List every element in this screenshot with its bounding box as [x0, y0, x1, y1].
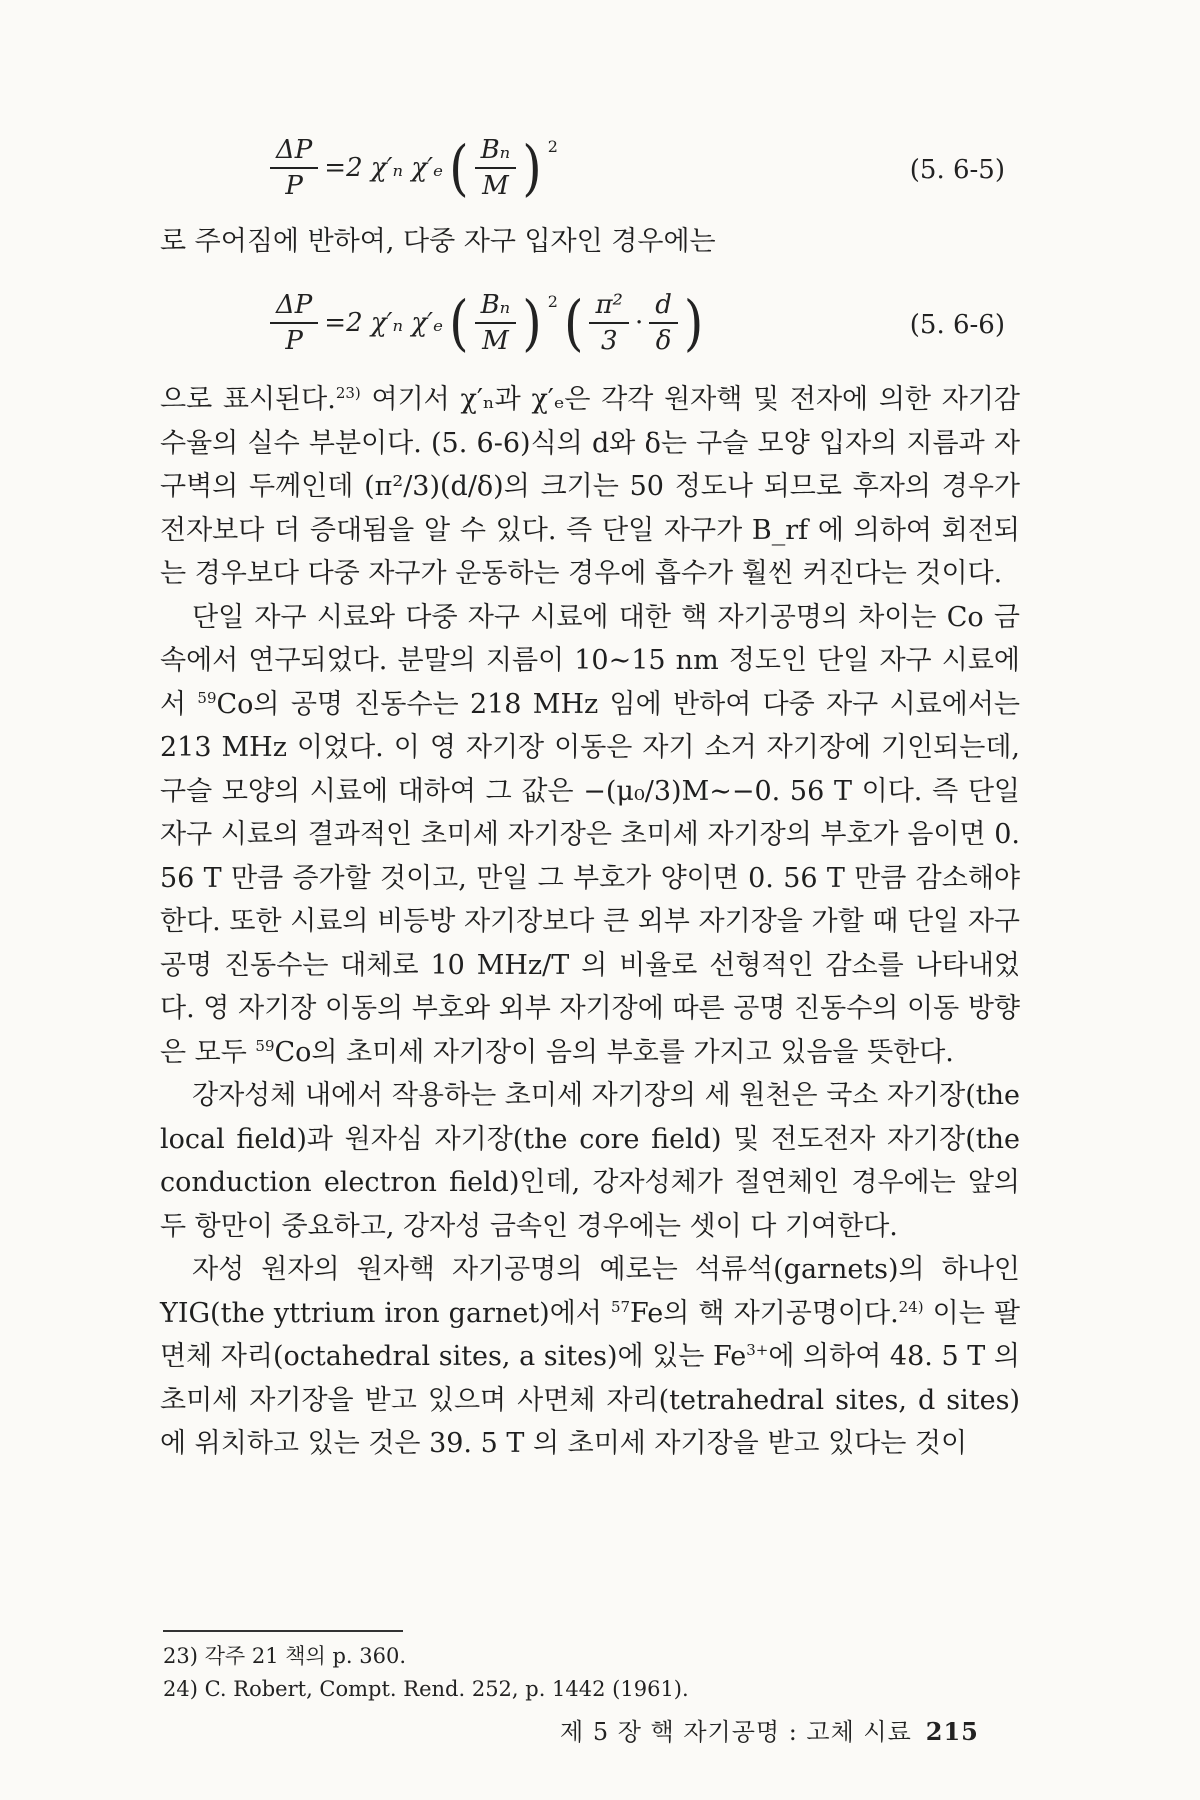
body-text	[160, 378, 1020, 1466]
delta-denominator: δ	[655, 326, 672, 356]
d-delta-fraction	[649, 290, 678, 356]
para4-a: 자성 원자의 원자핵 자기공명의 예로는 석류석(garnets)의 하나인 YIG(the yttrium iron garnet)에서	[160, 1254, 1020, 1329]
body-line-intro	[160, 220, 1020, 264]
page-footer	[560, 1712, 979, 1747]
paragraph-2	[160, 596, 1020, 1075]
paragraph-1	[160, 378, 1020, 596]
left-paren: (	[449, 133, 469, 203]
power-exponent: 2	[547, 292, 558, 311]
paren-fraction	[475, 290, 517, 356]
paragraph-4	[160, 1248, 1020, 1466]
lhs-numerator: ΔP	[270, 290, 318, 324]
rhs-prefix: =2 χ′ₙ χ′ₑ	[324, 153, 444, 183]
page-number: 215	[925, 1717, 979, 1746]
paren-denominator: M	[482, 326, 509, 356]
para1-start: 으로 표시된다.	[160, 384, 336, 415]
equation-number: (5. 6-5)	[909, 155, 1005, 185]
footnotes	[163, 1640, 689, 1706]
isotope-57: 57	[610, 1297, 631, 1316]
paragraph-3: 강자성체 내에서 작용하는 초미세 자기장의 세 원천은 국소 자기장(the local field)과 원자심 자기장(the core field) 및 전도전자 자기장(the conduction electron field)인데, 강자성체가 절연체인 경우에는 앞의 두 항만이 중요하고, 강자성 금속인 경우에는 셋이 다 기여한다.	[160, 1080, 1020, 1242]
reference-24: 24)	[898, 1297, 924, 1316]
intro-line: 로 주어짐에 반하여, 다중 자구 입자인 경우에는	[160, 226, 716, 257]
equation-5-6-6	[0, 290, 1200, 370]
footnote-23: 23) 각주 21 책의 p. 360.	[163, 1644, 407, 1668]
footnote-divider	[163, 1630, 403, 1632]
footnote-24: 24) C. Robert, Compt. Rend. 252, p. 1442 (1961).	[163, 1677, 689, 1701]
left-paren-2: (	[563, 288, 584, 358]
equation-lhs-fraction	[270, 135, 318, 201]
right-paren: )	[522, 288, 542, 358]
para4-c: 이는 팔면체 자리(octahedral sites, a sites)에 있는 Fe	[160, 1297, 1020, 1372]
lhs-denominator: P	[285, 326, 303, 356]
right-paren: )	[522, 133, 542, 203]
para2-b: Co의 공명 진동수는 218 MHz 임에 반하여 다중 자구 시료에서는 213 MHz 이었다. 이 영 자기장 이동은 자기 소거 자기장에 기인되는데, 구슬 모양의 시료에 대하여 그 값은 −(μ₀/3)M∼−0. 56 T 이다. 즉 단일 자구 시료의 결과적인 초미세 자기장은 초미세 자기장의 부호가 음이면 0. 56 T 만큼 증가할 것이고, 만일 그 부호가 양이면 0. 56 T 만큼 감소해야 한다. 또한 시료의 비등방 자기장보다 큰 외부 자기장을 가할 때 단일 자구 공명 진동수는 대체로 10 MHz/T 의 비율로 선형적인 감소를 나타내었다. 영 자기장 이동의 부호와 외부 자기장에 따른 공명 진동수의 이동 방향은 모두	[160, 688, 1020, 1068]
isotope-59-2: 59	[255, 1036, 275, 1055]
paren-numerator: Bₙ	[475, 135, 517, 169]
reference-23: 23)	[335, 384, 361, 402]
paren-fraction	[475, 135, 517, 201]
pi-denominator: 3	[600, 326, 618, 356]
paren-numerator: Bₙ	[475, 290, 517, 324]
equation-5-6-5	[0, 135, 1200, 215]
rhs-prefix: =2 χ′ₙ χ′ₑ	[324, 308, 444, 338]
equation-number: (5. 6-6)	[909, 310, 1005, 340]
chapter-title: 제 5 장 핵 자기공명 : 고체 시료	[560, 1718, 912, 1746]
paren-denominator: M	[482, 171, 509, 201]
dot-operator: ·	[634, 308, 644, 338]
para4-d: 에 의하여 48. 5 T 의 초미세 자기장을 받고 있으며 사면체 자리(tetrahedral sites, d sites)에 위치하고 있는 것은 39. 5 T 의 초미세 자기장을 받고 있다는 것이	[160, 1341, 1020, 1459]
para2-a: 단일 자구 시료와 다중 자구 시료에 대한 핵 자기공명의 차이는 Co 금속에서 연구되었다. 분말의 지름이 10∼15 nm 정도인 단일 자구 시료에서	[160, 601, 1020, 720]
isotope-59: 59	[197, 688, 217, 707]
lhs-denominator: P	[285, 171, 303, 201]
d-numerator: d	[649, 290, 678, 324]
para4-b: Fe의 핵 자기공명이다.	[630, 1297, 899, 1329]
para2-c: Co의 초미세 자기장이 음의 부호를 가지고 있음을 뜻한다.	[274, 1036, 954, 1068]
left-paren: (	[449, 288, 469, 358]
equation-lhs-fraction	[270, 290, 318, 356]
lhs-numerator: ΔP	[270, 135, 318, 169]
power-exponent: 2	[547, 137, 558, 156]
ion-charge: 3+	[746, 1341, 769, 1359]
para1-rest: 여기서 χ′ₙ과 χ′ₑ은 각각 원자핵 및 전자에 의한 자기감수율의 실수 부분이다. (5. 6-6)식의 d와 δ는 구슬 모양 입자의 지름과 자구벽의 두께인데 (π²/3)(d/δ)의 크기는 50 정도나 되므로 후자의 경우가 전자보다 더 증대됨을 알 수 있다. 즉 단일 자구가 B_rf 에 의하여 회전되는 경우보다 다중 자구가 운동하는 경우에 흡수가 훨씬 커진다는 것이다.	[160, 384, 1020, 589]
pi-fraction	[589, 290, 629, 356]
right-paren-2: )	[683, 288, 704, 358]
pi-numerator: π²	[589, 290, 629, 324]
